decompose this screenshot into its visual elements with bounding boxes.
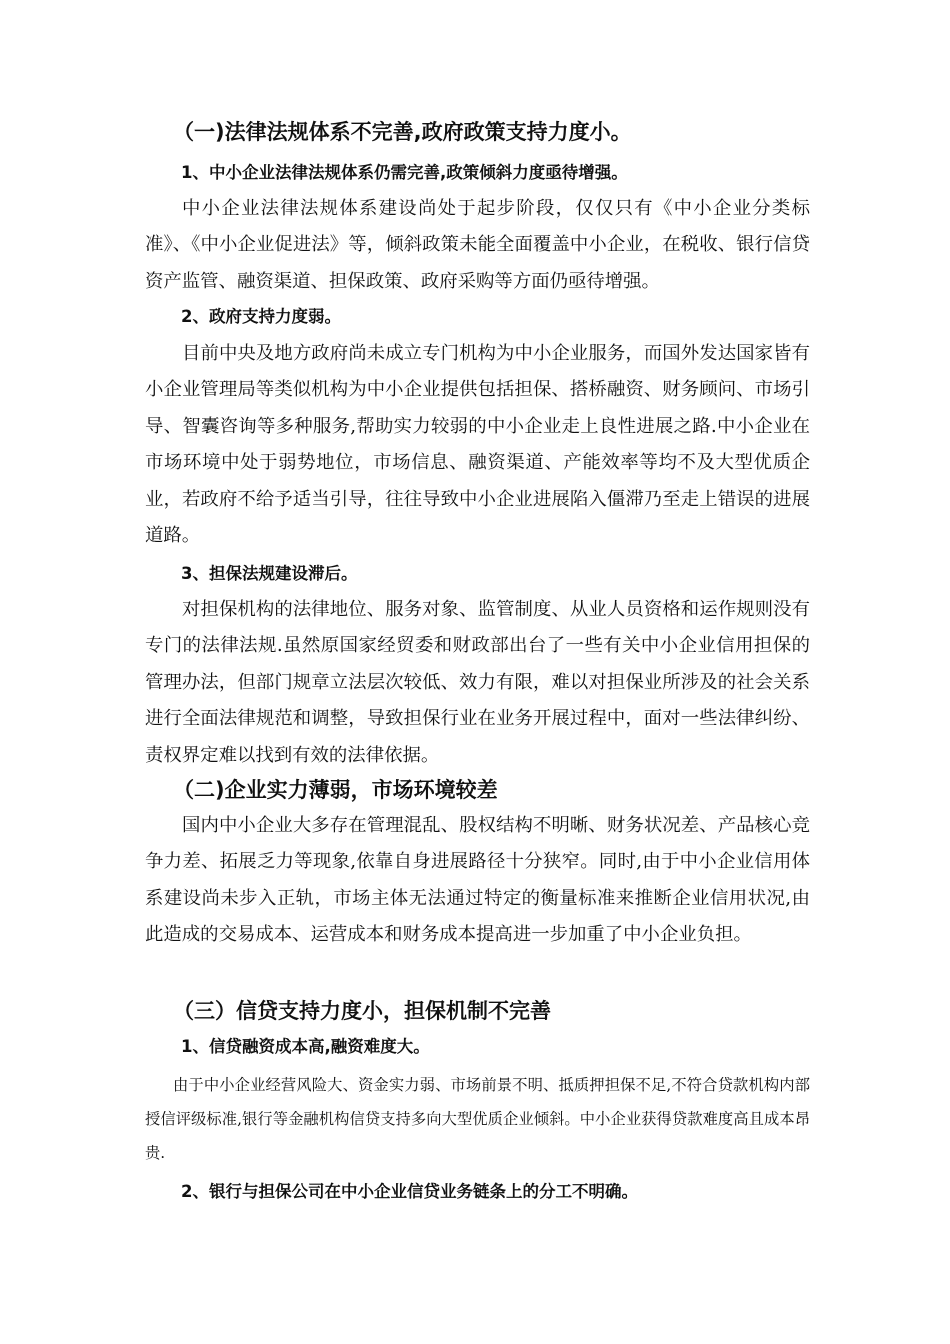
section-3-sub-1-body: 由于中小企业经营风险大、资金实力弱、市场前景不明、抵质押担保不足,不符合贷款机构内部授信评级标准,银行等金融机构信贷支持多向大型优质企业倾斜。中小企业获得贷款难度高且成本昂贵.: [145, 1076, 810, 1162]
section-1-heading: （一)法律法规体系不完善,政府政策支持力度小。: [173, 120, 632, 144]
section-3-sub-2-heading: 2、银行与担保公司在中小企业信贷业务链条上的分工不明确。: [181, 1182, 638, 1201]
section-3-heading: （三）信贷支持力度小，担保机制不完善: [173, 999, 551, 1023]
section-1-sub-2-body: 目前中央及地方政府尚未成立专门机构为中小企业服务，而国外发达国家皆有小企业管理局等类似机构为中小企业提供包括担保、搭桥融资、财务顾问、市场引导、智囊咨询等多种服务,帮助实力较弱的中小企业走上良性进展之路.中小企业在市场环境中处于弱势地位，市场信息、融资渠道、产能效率等均不及大型优质企业，若政府不给予适当引导，往往导致中小企业进展陷入僵滞乃至走上错误的进展道路。: [145, 343, 810, 547]
section-1-sub-1-body: 中小企业法律法规体系建设尚处于起步阶段，仅仅只有《中小企业分类标准》、《中小企业促进法》等，倾斜政策未能全面覆盖中小企业，在税收、银行信贷资产监管、融资渠道、担保政策、政府采购等方面仍亟待增强。: [145, 198, 810, 292]
section-1-sub-3-body: 对担保机构的法律地位、服务对象、监管制度、从业人员资格和运作规则没有专门的法律法规.虽然原国家经贸委和财政部出台了一些有关中小企业信用担保的管理办法，但部门规章立法层次较低、效力有限，难以对担保业所涉及的社会关系进行全面法律规范和调整，导致担保行业在业务开展过程中，面对一些法律纠纷、责权界定难以找到有效的法律依据。: [145, 599, 810, 766]
section-1-sub-2-heading: 2、政府支持力度弱。: [181, 307, 341, 326]
section-2-heading: （二)企业实力薄弱，市场环境较差: [173, 778, 498, 802]
section-2-body: 国内中小企业大多存在管理混乱、股权结构不明晰、财务状况差、产品核心竞争力差、拓展乏力等现象,依靠自身进展路径十分狭窄。同时,由于中小企业信用体系建设尚未步入正轨，市场主体无法通过特定的衡量标准来推断企业信用状况,由此造成的交易成本、运营成本和财务成本提高进一步加重了中小企业负担。: [145, 815, 810, 946]
section-3-sub-1-heading: 1、信贷融资成本高,融资难度大。: [181, 1037, 430, 1056]
section-1-sub-1-heading: 1、中小企业法律法规体系仍需完善,政策倾斜力度亟待增强。: [181, 163, 628, 182]
section-1-sub-3-heading: 3、担保法规建设滞后。: [181, 564, 358, 583]
